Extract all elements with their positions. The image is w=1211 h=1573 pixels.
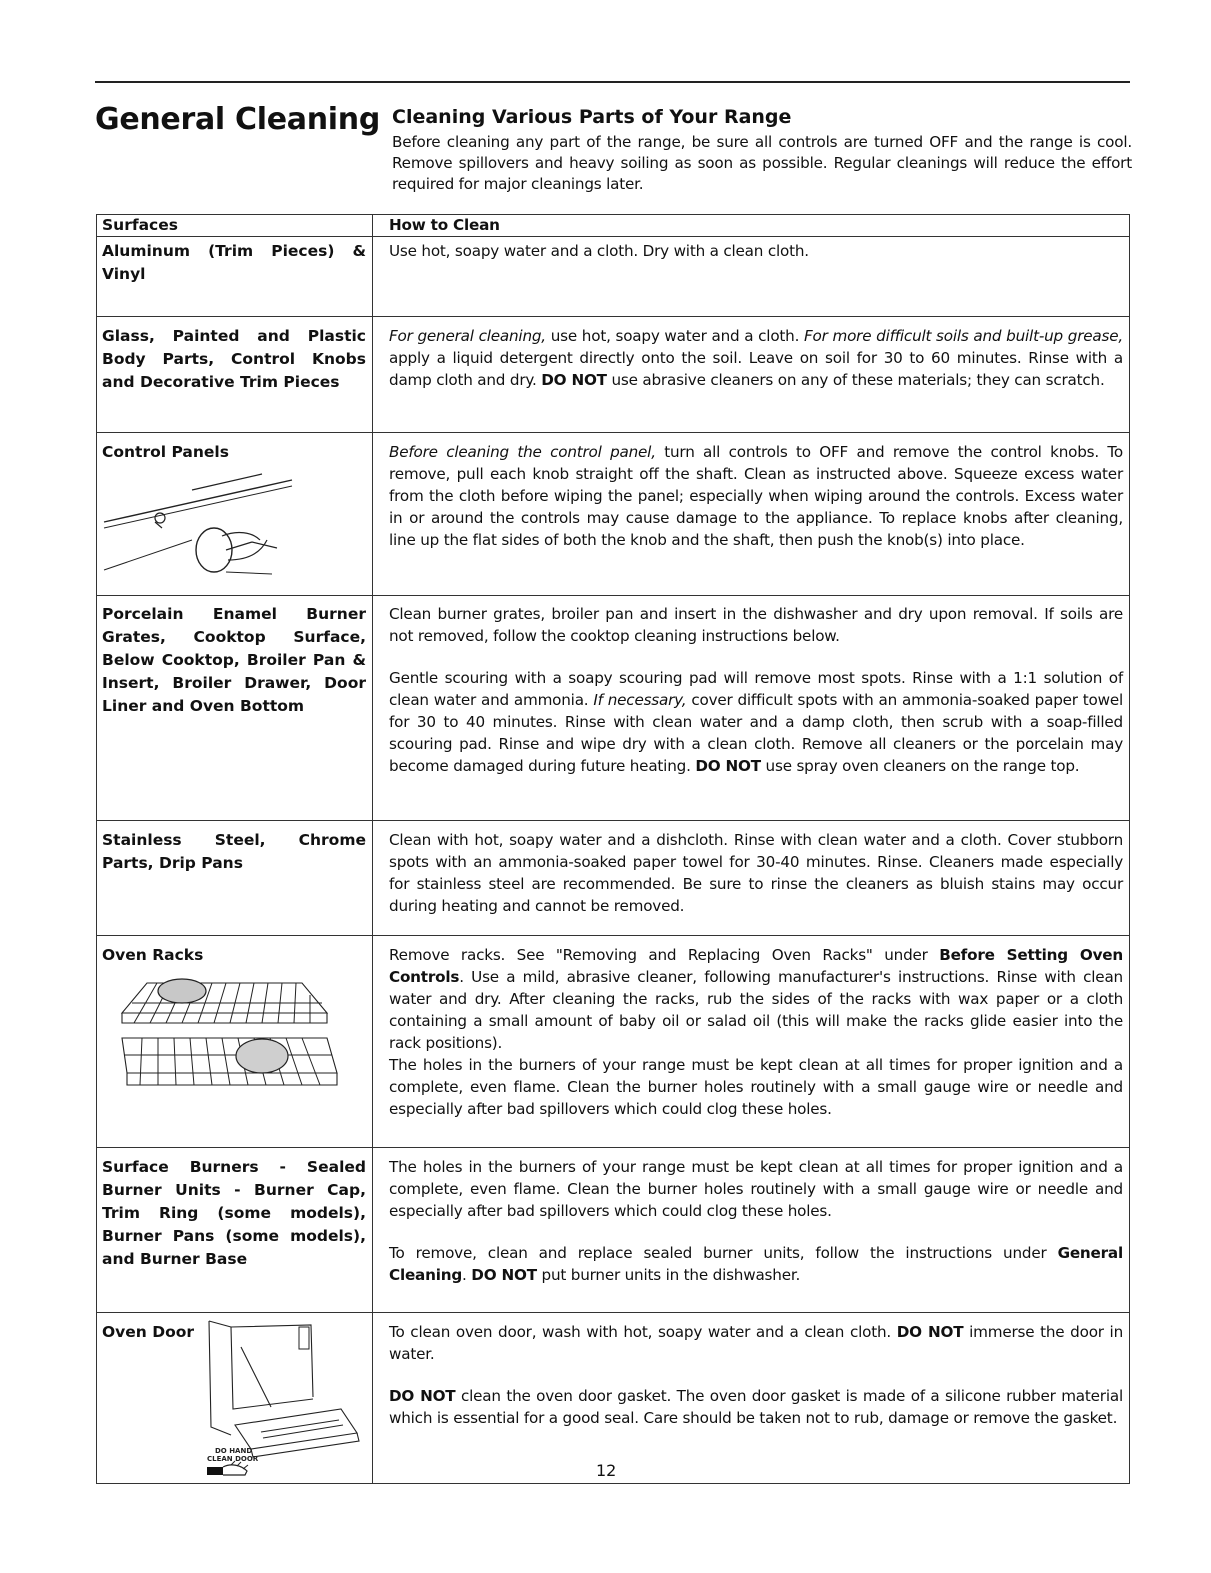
surface-name: Oven Door bbox=[102, 1323, 195, 1341]
surface-name: Porcelain Enamel Burner Grates, Cooktop Surface, Below Cooktop, Broiler Pan & Insert, Broiler Drawer, Door Liner and Oven Bottom bbox=[102, 605, 366, 715]
oven-racks-illustration bbox=[102, 973, 342, 1093]
intro-text: Before cleaning any part of the range, be sure all controls are turned OFF and the range is cool. Remove spillovers and heavy soiling as soon as possible. Regular cleanings will reduce the effort required for major cleanings later. bbox=[392, 133, 1132, 193]
surface-name: Surface Burners - Sealed Burner Units - Burner Cap, Trim Ring (some models), Burner Pans (some models), and Burner Base bbox=[102, 1158, 366, 1268]
page-number: 12 bbox=[596, 1461, 617, 1480]
top-rule bbox=[95, 81, 1130, 83]
surface-name: Glass, Painted and Plastic Body Parts, Control Knobs and Decorative Trim Pieces bbox=[102, 327, 366, 391]
instructions-text: Clean with hot, soapy water and a dishcloth. Rinse with clean water and a cloth. Cover stubborn spots with an ammonia-soaked paper towel for 30-40 minutes. Rinse. Cleaners made especially for stainless steel are recommended. Be sure to rinse the cleaners as bluish stains may occur during heating and cannot be removed. bbox=[389, 831, 1123, 915]
instructions-text: The holes in the burners of your range must be kept clean at all times for proper ignition and a complete, even flame. Clean the burner holes routinely with a small gauge wire or needle and especially after bad spillovers which could clog these holes. bbox=[389, 1158, 1123, 1220]
table-row bbox=[96, 433, 1130, 596]
instructions-text: The holes in the burners of your range must be kept clean at all times for proper ignition and a complete, even flame. Clean the burner holes routinely with a small gauge wire or needle and especially after bad spillovers which could clog these holes. bbox=[389, 1056, 1123, 1118]
surface-name: Stainless Steel, Chrome Parts, Drip Pans bbox=[102, 831, 366, 872]
surface-name: Oven Racks bbox=[102, 946, 204, 964]
table-row bbox=[96, 1313, 1130, 1484]
instructions-text: To remove, clean and replace sealed burner units, follow the instructions under General Cleaning. DO NOT put burner units in the dishwasher. bbox=[389, 1244, 1123, 1284]
oven-door-illustration bbox=[201, 1317, 361, 1477]
section-title: General Cleaning bbox=[95, 102, 381, 137]
table-row bbox=[96, 936, 1130, 1148]
instructions-text: DO NOT clean the oven door gasket. The oven door gasket is made of a silicone rubber material which is essential for a good seal. Care should be taken not to rub, damage or remove the gasket. bbox=[389, 1387, 1123, 1427]
table-header-row bbox=[96, 214, 1130, 237]
surface-name: Aluminum (Trim Pieces) & Vinyl bbox=[102, 242, 366, 283]
instructions-text: Gentle scouring with a soapy scouring pad will remove most spots. Rinse with a 1:1 solution of clean water and ammonia. If necessary, cover difficult spots with an ammonia-soaked paper towel for 30 to 40 minutes. Rinse with clean water and a damp cloth, then scrub with a soap-filled scouring pad. Rinse and wipe dry with a clean cloth. Remove all cleaners or the porcelain may become damaged during future heating. DO NOT use spray oven cleaners on the range top. bbox=[389, 669, 1123, 775]
table-row bbox=[96, 821, 1130, 936]
instructions-text: Use hot, soapy water and a cloth. Dry with a clean cloth. bbox=[389, 242, 809, 260]
table-row bbox=[96, 596, 1130, 821]
cleaning-table bbox=[96, 214, 1130, 1484]
table-row bbox=[96, 237, 1130, 317]
how-to-clean-header: How to Clean bbox=[373, 215, 1130, 236]
table-row bbox=[96, 1148, 1130, 1313]
hand-icon bbox=[207, 1461, 248, 1475]
instructions-text: Before cleaning the control panel, turn all controls to OFF and remove the control knobs. To remove, pull each knob straight off the shaft. Clean as instructed above. Squeeze excess water from the cloth before wiping the panel; especially when wiping around the controls. Excess water in or around the controls may cause damage to the appliance. To replace knobs after cleaning, line up the flat sides of both the knob and the shaft, then push the knob(s) into place. bbox=[389, 443, 1124, 549]
intro-block bbox=[392, 106, 1132, 195]
instructions-text: Clean burner grates, broiler pan and insert in the dishwasher and dry upon removal. If soils are not removed, follow the cooktop cleaning instructions below. bbox=[389, 605, 1123, 645]
table-row bbox=[96, 317, 1130, 433]
control-panel-illustration bbox=[102, 470, 302, 575]
surface-name: Control Panels bbox=[102, 443, 229, 461]
clean-door-label: CLEAN DOOR bbox=[207, 1455, 259, 1463]
do-hand-label: DO HAND bbox=[215, 1447, 253, 1455]
intro-heading: Cleaning Various Parts of Your Range bbox=[392, 106, 792, 128]
instructions-text: For general cleaning, use hot, soapy water and a cloth. For more difficult soils and built-up grease, apply a liquid detergent directly onto the soil. Leave on soil for 30 to 60 minutes. Rinse with a damp cloth and dry. DO NOT use abrasive cleaners on any of these materials; they can scratch. bbox=[389, 327, 1123, 389]
instructions-text: Remove racks. See "Removing and Replacing Oven Racks" under Before Setting Oven Controls. Use a mild, abrasive cleaner, following manufacturer's instructions. Rinse with clean water and dry. After cleaning the racks, rub the sides of the racks with wax paper or a cloth containing a small amount of baby oil or salad oil (this will make the racks glide easier into the rack positions). bbox=[389, 946, 1124, 1052]
surfaces-header: Surfaces bbox=[96, 215, 373, 236]
instructions-text: To clean oven door, wash with hot, soapy water and a clean cloth. DO NOT immerse the door in water. bbox=[389, 1323, 1123, 1363]
